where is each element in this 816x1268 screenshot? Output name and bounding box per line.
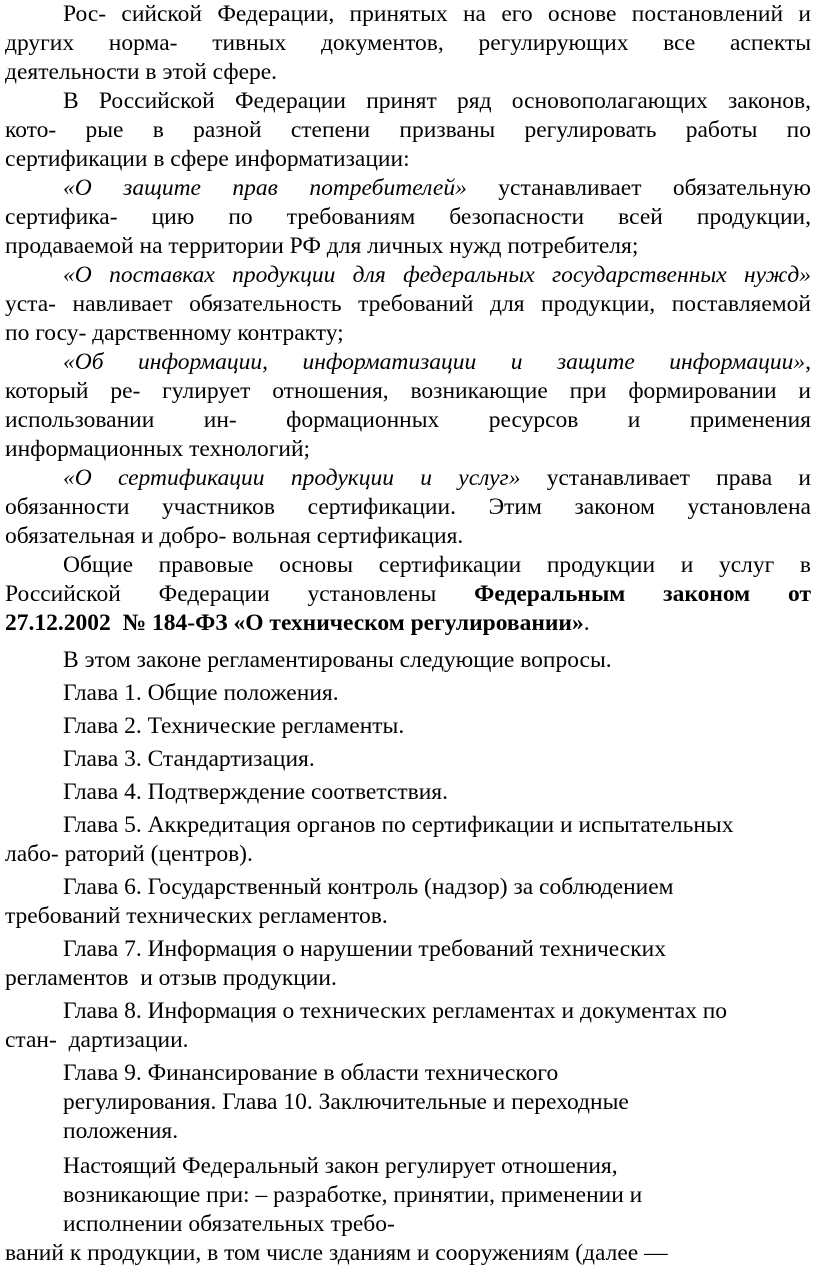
text-line: Рос- сийской Федерации, принятых на его основе постановлений и [63,1,811,27]
law-reference-bold: Федеральным законом от [474,581,811,607]
list-item: Глава 2. Технические регламенты. [63,713,405,739]
text-line: В Российской Федерации принят ряд основополагающих законов, [63,88,811,114]
text-span: Российской Федерации установлены [5,581,475,607]
list-item: Глава 4. Подтверждение соответствия. [63,779,448,805]
text-line: деятельности в этой сфере. [5,59,278,85]
text-line: по госу- дарственному контракту; [5,320,344,346]
paragraph-supply-law [5,261,811,348]
text-line: информационных технологий; [5,436,311,462]
text-line: других норма- тивных документов, регулирующих все аспекты [5,30,811,56]
paragraph-intro-continuation [5,0,811,87]
text-line [5,464,811,493]
text-line: ваний к продукции, в том числе зданиям и сооружениям (далее — [5,1240,668,1266]
text-line: Общие правовые основы сертификации продукции и услуг в [63,552,811,578]
text-line: регулирования. Глава 10. Заключительные и переходные [63,1089,629,1115]
text-span: . [583,610,590,636]
law-title: «О сертификации продукции и услуг» [63,465,521,491]
list-item: Глава 3. Стандартизация. [63,746,315,772]
list-item: Глава 1. Общие положения. [63,680,339,706]
paragraph-information-law [5,348,811,464]
text-line: использовании ин- формационных ресурсов и применения [5,407,811,433]
chapter-list [5,646,811,1146]
paragraph-consumer-law [5,174,811,261]
text-line: обязательная и добро- вольная сертификация. [5,523,464,549]
list-intro: В этом законе регламентированы следующие вопросы. [63,647,612,673]
text-span: , [805,349,811,375]
text-line [5,580,811,609]
text-line: лабо- раторий (центров). [5,841,253,867]
text-line: кото- рые в разной степени призваны регулировать работы по [5,117,811,143]
list-item [5,935,811,993]
text-line: сертификации в сфере информатизации: [5,146,410,172]
list-item [5,873,811,931]
text-line: Глава 6. Государственный контроль (надзор) за соблюдением [63,874,674,900]
law-title: «О защите прав потребителей» [63,175,467,201]
paragraph-legal-basis [5,551,811,638]
text-line [5,348,811,377]
text-line: стан- дартизации. [5,1027,189,1053]
text-line: уста- навливает обязательность требований для продукции, поставляемой [5,291,811,317]
text-span: устанавливает права и [520,465,811,491]
text-line [5,609,811,638]
list-item [5,997,811,1055]
text-line: возникающие при: – разработке, принятии, применении и [63,1182,643,1208]
text-line: Глава 5. Аккредитация органов по сертификации и испытательных [63,812,734,838]
text-line: регламентов и отзыв продукции. [5,965,337,991]
text-line: обязанности участников сертификации. Этим законом установлена [5,494,811,520]
text-line: Глава 9. Финансирование в области технического [63,1060,559,1086]
text-line: который ре- гулирует отношения, возникающие при формировании и [5,378,811,404]
text-line: положения. [63,1118,179,1144]
text-span: устанавливает обязательную [466,175,811,201]
text-line [5,261,811,290]
text-line: Глава 8. Информация о технических регламентах и документах по [63,998,728,1024]
text-line: сертифика- цию по требованиям безопасности всей продукции, [5,204,811,230]
text-line: продаваемой на территории РФ для личных нужд потребителя; [5,233,639,259]
text-line: требований технических регламентов. [5,903,388,929]
list-item [5,1059,811,1146]
list-item [5,811,811,869]
paragraph-laws-intro [5,87,811,174]
document-page [5,0,811,1268]
paragraph-certification-law [5,464,811,551]
paragraph-law-scope [5,1152,811,1268]
text-line: исполнении обязательных требо- [63,1211,395,1237]
law-title: «Об информации, информатизации и защите информации» [63,349,806,375]
law-title: «О поставках продукции для федеральных государственных нужд» [63,262,811,288]
text-line [5,174,811,203]
text-line: Глава 7. Информация о нарушении требований технических [63,936,666,962]
law-reference-bold: 27.12.2002 № 184-ФЗ «О техническом регулировании» [5,610,584,636]
text-line: Настоящий Федеральный закон регулирует отношения, [63,1153,618,1179]
